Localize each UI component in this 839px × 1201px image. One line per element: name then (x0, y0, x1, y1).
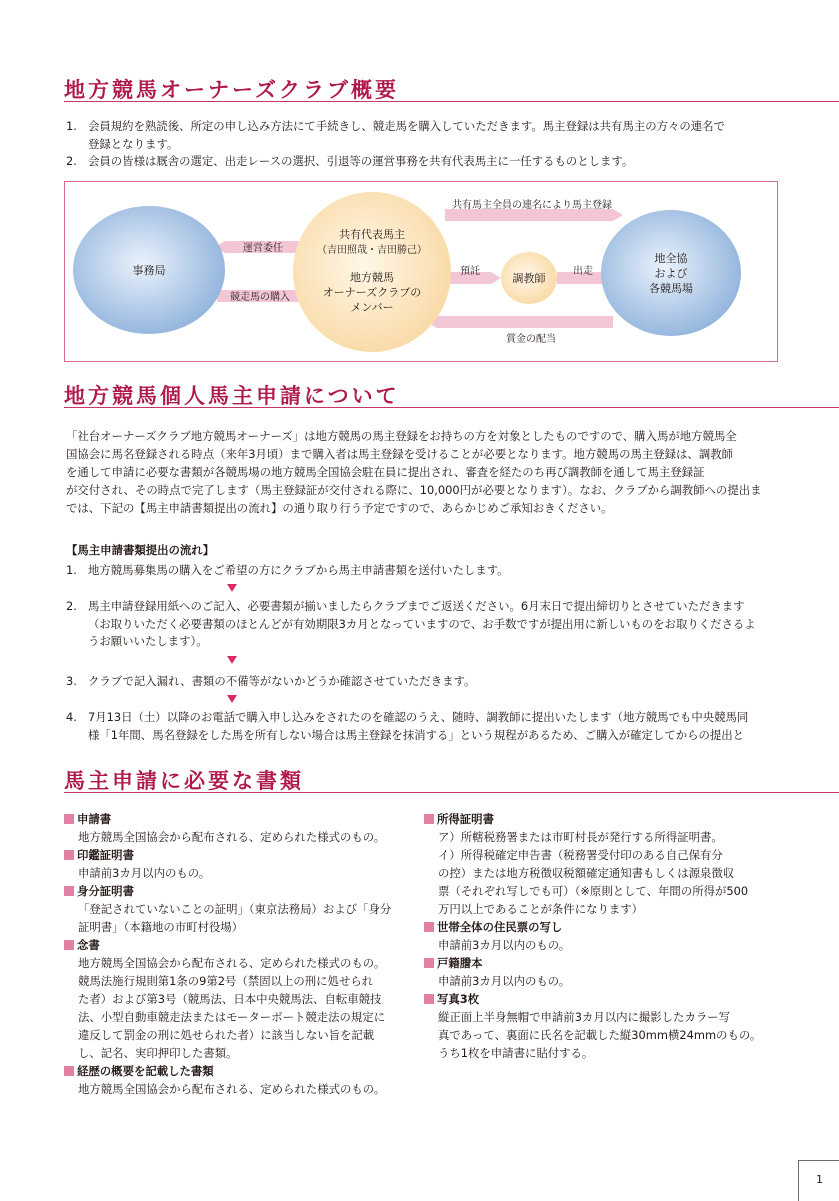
step-number: 3. (66, 674, 77, 688)
item-line: 登録となります。 (88, 136, 179, 151)
flow-arrow-icon (227, 584, 237, 592)
label-center-5: メンバー (350, 301, 394, 314)
doc-heading: 申請書 (64, 810, 409, 828)
label-purchase: 競走馬の購入 (230, 292, 290, 303)
page-number: 1 (798, 1160, 839, 1201)
doc-heading: 所得証明書 (424, 810, 784, 828)
item-line: 会員規約を熟読後、所定の申し込み方法にて手続きし、競走馬を購入していただきます。馬主登録は共有馬主の方々の連名で (88, 119, 725, 133)
square-marker-icon (424, 922, 434, 932)
flow-arrow-icon (227, 695, 237, 703)
step-line: クラブで記入漏れ、書類の不備等がないかどうか確認させていただきます。 (88, 674, 476, 688)
doc-line: 地方競馬全国協会から配布される、定められた様式のもの。 (78, 956, 386, 970)
documents-right-column (424, 810, 784, 1062)
doc-line: ア）所轄税務署または市町村長が発行する所得証明書。 (438, 830, 723, 844)
doc-heading: 身分証明書 (64, 882, 409, 900)
item-line: 会員の皆様は厩舎の選定、出走レースの選択、引退等の運営事務を共有代表馬主に一任するものとします。 (88, 154, 634, 168)
doc-line: 万円以上であることが条件になります） (438, 902, 644, 916)
doc-heading: 戸籍謄本 (424, 954, 784, 972)
doc-line: 競馬法施行規則第1条の9第2号（禁固以上の刑に処せられ (78, 974, 374, 988)
doc-line: 違反して罰金の刑に処せられた者）に該当しない旨を記載 (78, 1028, 375, 1042)
label-center-3: 地方競馬 (350, 271, 394, 284)
doc-heading: 世帯全体の住民票の写し (424, 918, 784, 936)
section-title-documents: 馬主申請に必要な書類 (64, 769, 304, 793)
step-number: 1. (66, 563, 77, 577)
doc-line: 証明書」（本籍地の市町村役場） (78, 920, 244, 934)
label-registration: 共有馬主全員の連名により馬主登録 (452, 200, 612, 211)
label-venue-3: 各競馬場 (649, 282, 693, 295)
paragraph-line: が交付され、その時点で完了します（馬主登録証が交付される際に、10,000円が必要となります）。なお、クラブから調教師への提出ま (66, 483, 762, 497)
section-rule (64, 407, 839, 408)
doc-line: 地方競馬全国協会から配布される、定められた様式のもの。 (78, 830, 386, 844)
flow-arrow-icon (227, 656, 237, 664)
paragraph-line: では、下記の【馬主申請書類提出の流れ】の通り取り行う予定ですので、あらかじめご承知おきください。 (66, 501, 613, 515)
item-number: 1. (66, 119, 77, 133)
doc-line: し、記名、実印押印した書類。 (78, 1046, 238, 1060)
doc-line: 「登記されていないことの証明」（東京法務局）および「身分 (78, 902, 392, 916)
section-rule (64, 792, 839, 793)
square-marker-icon (64, 940, 74, 950)
step-number: 4. (66, 710, 77, 724)
square-marker-icon (64, 850, 74, 860)
label-deposit: 預託 (460, 266, 480, 277)
label-delegation: 運営委任 (243, 243, 283, 254)
overview-item-1 (66, 118, 725, 153)
doc-line: 申請前3カ月以内のもの。 (438, 938, 571, 952)
section-title-application: 地方競馬個人馬主申請について (64, 384, 400, 408)
square-marker-icon (64, 814, 74, 824)
paragraph-line: を通して申請に必要な書類が各競馬場の地方競馬全国協会駐在員に提出され、審査を経たのち再び調教師を通して馬主登録証 (66, 465, 705, 479)
doc-line: 申請前3カ月以内のもの。 (438, 974, 571, 988)
doc-line: 地方競馬全国協会から配布される、定められた様式のもの。 (78, 1082, 386, 1096)
label-race: 出走 (573, 266, 593, 277)
step-line: 馬主申請登録用紙へのご記入、必要書類が揃いましたらクラブまでご返送ください。6月末日で提出締切りとさせていただきます (88, 599, 745, 613)
documents-left-column (64, 810, 409, 1098)
arrow-prize (427, 316, 613, 328)
doc-line: 票（それぞれ写しでも可）（※原則として、年間の所得が500 (438, 884, 749, 898)
label-prize: 賞金の配当 (506, 334, 556, 345)
doc-line: 縦正面上半身無帽で申請前3カ月以内に撮影したカラー写 (438, 1010, 731, 1024)
step-line: 様「1年間、馬名登録をした馬を所有しない場合は馬主登録を抹消する」という規程があるため、ご購入が確定してからの提出と (88, 727, 745, 742)
application-paragraph (66, 427, 762, 517)
doc-heading: 写真3枚 (424, 990, 784, 1008)
doc-line: 申請前3カ月以内のもの。 (78, 866, 211, 880)
flow-step-3 (66, 673, 475, 691)
label-venue-2: および (654, 267, 688, 280)
step-number: 2. (66, 599, 77, 613)
step-line: 7月13日（土）以降のお電話で購入申し込みをされたのを確認のうえ、随時、調教師に提出いたします（地方競馬でも中央競馬同 (88, 710, 749, 724)
label-center-4: オーナーズクラブの (322, 286, 422, 299)
label-venue-1: 地全協 (654, 252, 688, 265)
label-office: 事務局 (132, 264, 166, 277)
doc-heading: 印鑑証明書 (64, 846, 409, 864)
doc-line: 法、小型自動車競走法またはモーターボート競走法の規定に (78, 1010, 386, 1024)
square-marker-icon (64, 1066, 74, 1076)
doc-line: た者）および第3号（競馬法、日本中央競馬法、自転車競技 (78, 992, 382, 1006)
section-rule (64, 101, 839, 102)
flow-title: 【馬主申請書類提出の流れ】 (66, 543, 215, 557)
doc-line: の控）または地方税徴収税額確定通知書もしくは源泉徴収 (438, 866, 735, 880)
step-line: （お取りいただく必要書類のほとんどが有効期限3カ月となっていますので、お手数ですが提出用に新しいものをお取りくださるよ (88, 616, 756, 631)
doc-line: イ）所得税確定申告書（税務署受付印のある自己保有分 (438, 848, 723, 862)
step-line: うお願いいたします）。 (88, 634, 208, 648)
flow-step-1 (66, 562, 509, 580)
step-line: 地方競馬募集馬の購入をご希望の方にクラブから馬主申請書類を送付いたします。 (88, 563, 509, 577)
paragraph-line: 国協会に馬名登録される時点（来年3月頃）まで購入者は馬主登録を受けることが必要となります。地方競馬の馬主登録は、調教師 (66, 447, 733, 461)
paragraph-line: 「社台オーナーズクラブ地方競馬オーナーズ」は地方競馬の馬主登録をお持ちの方を対象としたものですので、購入馬が地方競馬全 (66, 429, 737, 443)
flow-step-4 (66, 709, 748, 744)
diagram-graphics (65, 182, 777, 361)
item-number: 2. (66, 154, 77, 168)
square-marker-icon (424, 814, 434, 824)
overview-item-2 (66, 153, 633, 171)
doc-heading: 念書 (64, 936, 409, 954)
square-marker-icon (424, 994, 434, 1004)
section-title-overview: 地方競馬オーナーズクラブ概要 (64, 78, 399, 102)
doc-heading: 経歴の概要を記載した書類 (64, 1062, 409, 1080)
doc-line: 真であって、裏面に氏名を記載した縦30mm横24mmのもの。 (438, 1028, 762, 1042)
doc-line: うち1枚を申請書に貼付する。 (438, 1046, 594, 1060)
square-marker-icon (424, 958, 434, 968)
flow-step-2 (66, 598, 756, 651)
label-center-1: 共有代表馬主 (339, 228, 405, 241)
label-trainer: 調教師 (512, 272, 546, 285)
square-marker-icon (64, 886, 74, 896)
ownership-diagram (64, 181, 778, 362)
label-center-2: （吉田照哉・吉田勝己） (317, 245, 427, 256)
